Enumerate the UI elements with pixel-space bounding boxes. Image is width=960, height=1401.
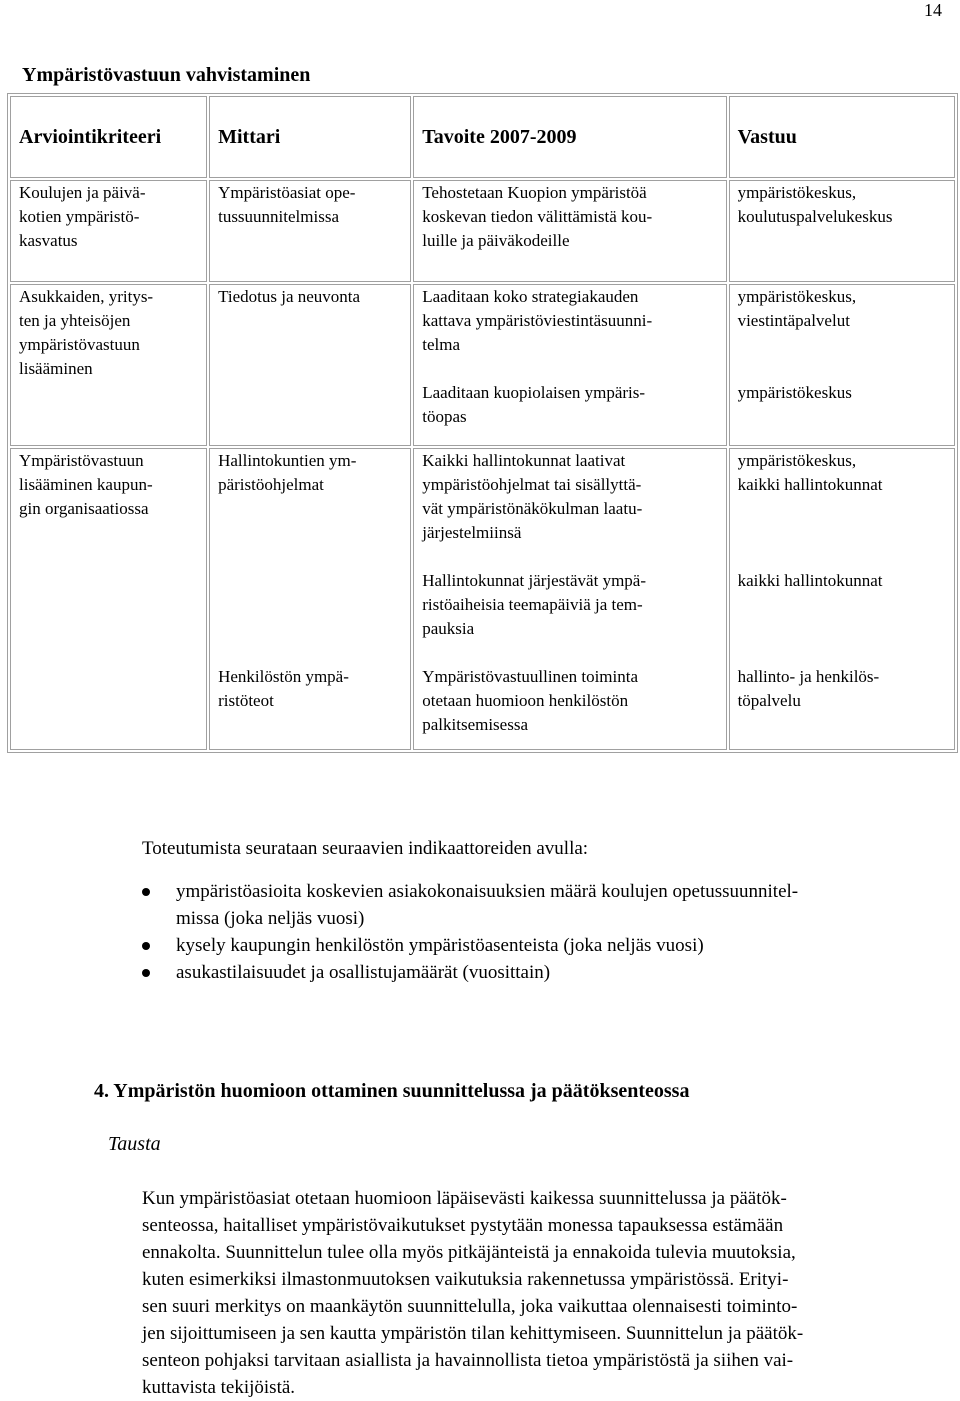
cell-line: pauksia bbox=[422, 619, 475, 638]
list-item bbox=[142, 932, 942, 959]
cell-line: kasvatus bbox=[19, 231, 78, 250]
cell-line: koulutuspalvelukeskus bbox=[737, 207, 893, 226]
cell-line: Ympäristöasiat ope- bbox=[218, 183, 356, 202]
paragraph-line: Kun ympäristöasiat otetaan huomioon läpäisevästi kaikessa suunnittelussa ja päätök- bbox=[142, 1188, 787, 1209]
cell-line: Asukkaiden, yritys- bbox=[19, 287, 154, 306]
list-item bbox=[142, 878, 942, 932]
criterion-cell bbox=[10, 180, 207, 282]
cell-line: ympäristöohjelmat tai sisällyttä- bbox=[422, 475, 642, 494]
indicator-list bbox=[142, 878, 942, 986]
cell-line: viestintäpalvelut bbox=[737, 311, 850, 330]
list-item-line: ympäristöasioita koskevien asiakokonaisuuksien määrä koulujen opetussuunnitel- bbox=[176, 881, 799, 902]
cell-line: Ympäristövastuun bbox=[19, 451, 144, 470]
indicators-intro: Toteutumista seurataan seuraavien indikaattoreiden avulla: bbox=[142, 838, 589, 859]
section-title: Ympäristövastuun vahvistaminen bbox=[22, 64, 311, 86]
cell-line: kaikki hallintokunnat bbox=[737, 571, 883, 590]
paragraph-line: jen sijoittumiseen ja sen kautta ympäristön tilan kehittymiseen. Suunnittelun ja päätök- bbox=[142, 1323, 804, 1344]
table-row bbox=[10, 448, 955, 750]
cell-line: töpalvelu bbox=[737, 691, 801, 710]
measure-cell bbox=[209, 284, 411, 446]
cell-line: Hallintokunnat järjestävät ympä- bbox=[422, 571, 646, 590]
cell-line: kattava ympäristöviestintäsuunni- bbox=[422, 311, 653, 330]
paragraph-line: kuten esimerkiksi ilmastonmuutoksen vaikutuksia rakennetussa ympäristössä. Erityi- bbox=[142, 1269, 789, 1290]
measure-cell bbox=[209, 448, 411, 750]
cell-line: tussuunnitelmissa bbox=[218, 207, 339, 226]
cell-line: kaikki hallintokunnat bbox=[737, 475, 883, 494]
list-item-line: kysely kaupungin henkilöstön ympäristöasenteista (joka neljäs vuosi) bbox=[176, 935, 704, 956]
cell-line: luille ja päiväkodeille bbox=[422, 231, 570, 250]
cell-line: vät ympäristönäkökulman laatu- bbox=[422, 499, 643, 518]
responsible-cell bbox=[729, 284, 955, 446]
responsible-cell bbox=[729, 180, 955, 282]
header-measure: Mittari bbox=[209, 96, 411, 178]
cell-line: Koulujen ja päivä- bbox=[19, 183, 146, 202]
header-criterion: Arviointikriteeri bbox=[10, 96, 207, 178]
paragraph-line: ennakolta. Suunnittelun tulee olla myös pitkäjänteistä ja ennakoida tulevia muutoksia, bbox=[142, 1242, 796, 1263]
measure-cell bbox=[209, 180, 411, 282]
cell-line: ristöteot bbox=[218, 691, 274, 710]
cell-line: ympäristökeskus bbox=[737, 383, 852, 402]
paragraph-line: senteossa, haitalliset ympäristövaikutukset pystytään monessa tapauksessa estämään bbox=[142, 1215, 784, 1236]
criterion-cell bbox=[10, 448, 207, 750]
environment-responsibility-table bbox=[7, 93, 958, 753]
cell-line: Kaikki hallintokunnat laativat bbox=[422, 451, 626, 470]
cell-line: telma bbox=[422, 335, 460, 354]
paragraph-line: sen suuri merkitys on maankäytön suunnittelulla, joka vaikuttaa olennaisesti toiminto- bbox=[142, 1296, 798, 1317]
cell-line: lisääminen kaupun- bbox=[19, 475, 153, 494]
cell-line: lisääminen bbox=[19, 359, 93, 378]
cell-line: ympäristökeskus, bbox=[737, 451, 857, 470]
cell-line: ympäristökeskus, bbox=[737, 183, 857, 202]
table-row bbox=[10, 284, 955, 446]
cell-line: Laaditaan kuopiolaisen ympäris- bbox=[422, 383, 646, 402]
list-item-line: missa (joka neljäs vuosi) bbox=[176, 908, 365, 929]
header-goal: Tavoite 2007-2009 bbox=[413, 96, 726, 178]
cell-line: töopas bbox=[422, 407, 467, 426]
bullet-icon bbox=[142, 888, 150, 896]
cell-line: Laaditaan koko strategiakauden bbox=[422, 287, 639, 306]
goal-cell bbox=[413, 448, 726, 750]
subheading: Tausta bbox=[108, 1133, 161, 1155]
cell-line: kotien ympäristö- bbox=[19, 207, 140, 226]
paragraph-line: kuttavista tekijöistä. bbox=[142, 1377, 296, 1398]
cell-line: päristöohjelmat bbox=[218, 475, 324, 494]
cell-line: ten ja yhteisöjen bbox=[19, 311, 131, 330]
table-row bbox=[10, 180, 955, 282]
cell-line: Tehostetaan Kuopion ympäristöä bbox=[422, 183, 647, 202]
cell-line: Henkilöstön ympä- bbox=[218, 667, 349, 686]
cell-line: otetaan huomioon henkilöstön bbox=[422, 691, 629, 710]
header-responsible: Vastuu bbox=[729, 96, 955, 178]
list-item-line: asukastilaisuudet ja osallistujamäärät (vuosittain) bbox=[176, 962, 551, 983]
body-paragraph bbox=[142, 1185, 937, 1401]
page-number: 14 bbox=[924, 0, 942, 20]
list-item bbox=[142, 959, 942, 986]
bullet-icon bbox=[142, 969, 150, 977]
bullet-icon bbox=[142, 942, 150, 950]
paragraph-line: senteon pohjaksi tarvitaan asiallista ja havainnollista tietoa ympäristöstä ja siihen vai- bbox=[142, 1350, 794, 1371]
cell-line: Tiedotus ja neuvonta bbox=[218, 287, 361, 306]
cell-line: palkitsemisessa bbox=[422, 715, 528, 734]
goal-cell bbox=[413, 180, 726, 282]
cell-line: ristöaiheisia teemapäiviä ja tem- bbox=[422, 595, 643, 614]
cell-line: Ympäristövastuullinen toiminta bbox=[422, 667, 639, 686]
cell-line: järjestelmiinsä bbox=[422, 523, 522, 542]
table-header-row bbox=[10, 96, 955, 178]
cell-line: ympäristövastuun bbox=[19, 335, 140, 354]
cell-line: koskevan tiedon välittämistä kou- bbox=[422, 207, 653, 226]
cell-line: hallinto- ja henkilös- bbox=[737, 667, 880, 686]
chapter-heading: 4. Ympäristön huomioon ottaminen suunnittelussa ja päätöksenteossa bbox=[94, 1080, 690, 1102]
cell-line: ympäristökeskus, bbox=[737, 287, 857, 306]
cell-line: gin organisaatiossa bbox=[19, 499, 149, 518]
cell-line: Hallintokuntien ym- bbox=[218, 451, 357, 470]
goal-cell bbox=[413, 284, 726, 446]
responsible-cell bbox=[729, 448, 955, 750]
criterion-cell bbox=[10, 284, 207, 446]
